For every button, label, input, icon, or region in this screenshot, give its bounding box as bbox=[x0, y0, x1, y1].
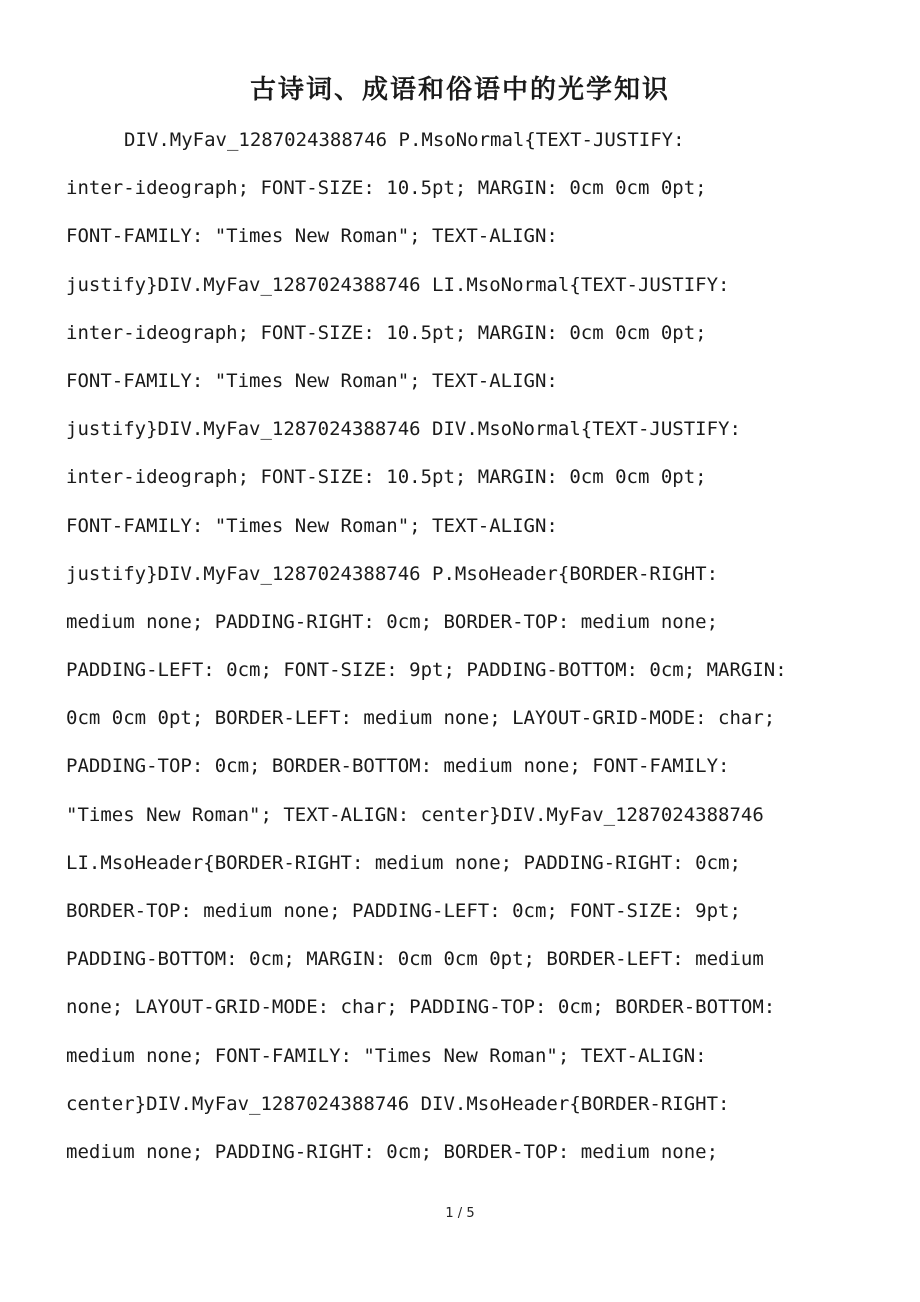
page-number: 1 / 5 bbox=[445, 1206, 475, 1221]
body-line: BORDER-TOP: medium none; PADDING-LEFT: 0cm; FONT-SIZE: 9pt; bbox=[66, 900, 741, 922]
body-line: medium none; PADDING-RIGHT: 0cm; BORDER-TOP: medium none; bbox=[66, 610, 719, 633]
body-line: justify}DIV.MyFav_1287024388746 P.MsoHeader{BORDER-RIGHT: bbox=[66, 562, 719, 585]
body-line: medium none; PADDING-RIGHT: 0cm; BORDER-TOP: medium none; bbox=[66, 1140, 719, 1163]
body-line: justify}DIV.MyFav_1287024388746 DIV.MsoNormal{TEXT-JUSTIFY: bbox=[66, 418, 741, 441]
body-line: FONT-FAMILY: "Times New Roman"; TEXT-ALIGN: bbox=[66, 514, 558, 537]
body-line: inter-ideograph; FONT-SIZE: 10.5pt; MARGIN: 0cm 0cm 0pt; bbox=[66, 466, 707, 489]
body-line: FONT-FAMILY: "Times New Roman"; TEXT-ALIGN: bbox=[66, 369, 558, 392]
document-body bbox=[66, 116, 856, 1176]
body-line: "Times New Roman"; TEXT-ALIGN: center}DIV.MyFav_1287024388746 bbox=[66, 803, 764, 826]
body-line: none; LAYOUT-GRID-MODE: char; PADDING-TOP: 0cm; BORDER-BOTTOM: bbox=[66, 996, 776, 1019]
body-line: PADDING-TOP: 0cm; BORDER-BOTTOM: medium none; FONT-FAMILY: bbox=[66, 755, 730, 778]
body-line: PADDING-LEFT: 0cm; FONT-SIZE: 9pt; PADDING-BOTTOM: 0cm; MARGIN: bbox=[66, 659, 787, 682]
document-title: 古诗词、成语和俗语中的光学知识 bbox=[249, 75, 670, 105]
body-line: medium none; FONT-FAMILY: "Times New Roman"; TEXT-ALIGN: bbox=[66, 1044, 707, 1067]
body-line: LI.MsoHeader{BORDER-RIGHT: medium none; PADDING-RIGHT: 0cm; bbox=[66, 851, 741, 874]
body-line: PADDING-BOTTOM: 0cm; MARGIN: 0cm 0cm 0pt; BORDER-LEFT: medium bbox=[66, 948, 764, 971]
body-line: FONT-FAMILY: "Times New Roman"; TEXT-ALIGN: bbox=[66, 225, 558, 248]
body-line: DIV.MyFav_1287024388746 P.MsoNormal{TEXT-JUSTIFY: bbox=[124, 129, 685, 151]
body-line: center}DIV.MyFav_1287024388746 DIV.MsoHeader{BORDER-RIGHT: bbox=[66, 1092, 730, 1115]
body-line: inter-ideograph; FONT-SIZE: 10.5pt; MARGIN: 0cm 0cm 0pt; bbox=[66, 321, 707, 344]
body-line: inter-ideograph; FONT-SIZE: 10.5pt; MARGIN: 0cm 0cm 0pt; bbox=[66, 177, 707, 200]
body-line: justify}DIV.MyFav_1287024388746 LI.MsoNormal{TEXT-JUSTIFY: bbox=[66, 273, 730, 296]
body-line: 0cm 0cm 0pt; BORDER-LEFT: medium none; LAYOUT-GRID-MODE: char; bbox=[66, 707, 776, 730]
